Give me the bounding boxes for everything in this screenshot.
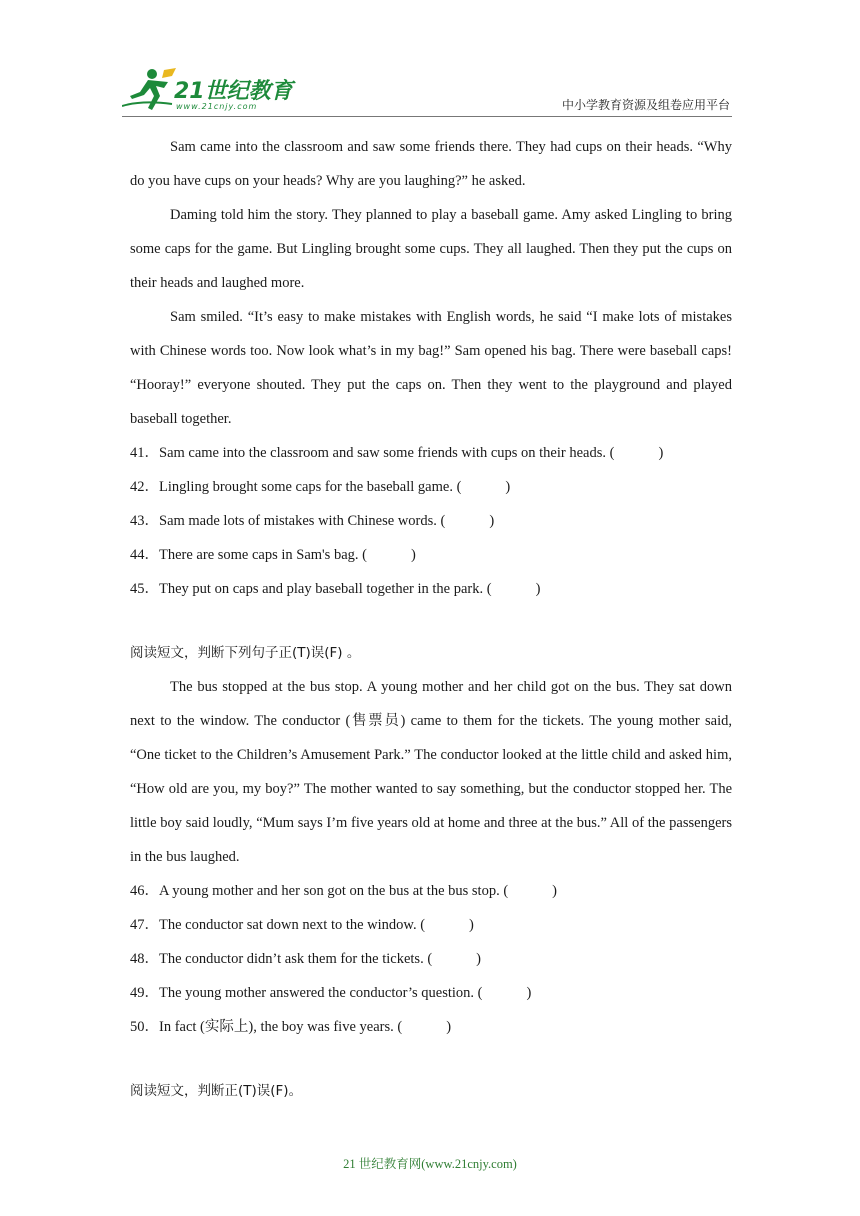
document-body <box>130 130 732 1108</box>
passage1-paragraph-3: Sam smiled. “It’s easy to make mistakes with English words, he said “I make lots of mistakes with Chinese words too. Now look what’s in my bag!” Sam opened his bag. There were baseball caps! “Hooray!” everyone shouted. They put the caps on. Then they went to the playground and played baseball together. <box>130 309 732 427</box>
page-footer: 21 世纪教育网(www.21cnjy.com) <box>343 1157 517 1171</box>
logo <box>122 66 292 116</box>
section2-instruction: 阅读短文，判断下列句子正(T)误(F) 。 <box>130 645 361 661</box>
question-42: 42．Lingling brought some caps for the baseball game. ( ) <box>130 479 511 495</box>
question-43: 43．Sam made lots of mistakes with Chinese words. ( ) <box>130 513 495 529</box>
logo-text: 21世纪教育 <box>174 79 293 104</box>
runner-logo-icon <box>122 66 178 112</box>
question-41: 41．Sam came into the classroom and saw some friends with cups on their heads. ( ) <box>130 445 664 461</box>
question-48: 48．The conductor didn’t ask them for the tickets. ( ) <box>130 951 481 967</box>
question-50: 50．In fact (实际上), the boy was five years. ( ) <box>130 1019 452 1035</box>
passage1-paragraph-2: Daming told him the story. They planned to play a baseball game. Amy asked Lingling to bring some caps for the game. But Lingling brought some cups. They all laughed. Then they put the cups on their heads and laughed more. <box>130 207 732 291</box>
question-46: 46．A young mother and her son got on the bus at the bus stop. ( ) <box>130 883 558 899</box>
platform-name: 中小学教育资源及组卷应用平台 <box>561 98 730 112</box>
passage2-paragraph: The bus stopped at the bus stop. A young mother and her child got on the bus. They sat down next to the window. The conductor (售票员) came to them for the tickets. The young mother said, “One ticket to the Children’s Amusement Park.” The conductor looked at the little child and asked him, “How old are you, my boy?” The mother wanted to say something, but the conductor stopped her. The little boy said loudly, “Mum says I’m five years old at home and three at the bus.” All of the passengers in the bus laughed. <box>130 679 732 865</box>
question-49: 49．The young mother answered the conductor’s question. ( ) <box>130 985 532 1001</box>
passage1-paragraph-1: Sam came into the classroom and saw some friends there. They had cups on their heads. “Why do you have cups on your heads? Why are you laughing?” he asked. <box>130 139 732 189</box>
question-44: 44．There are some caps in Sam's bag. ( ) <box>130 547 416 563</box>
question-47: 47．The conductor sat down next to the window. ( ) <box>130 917 474 933</box>
question-45: 45．They put on caps and play baseball together in the park. ( ) <box>130 581 541 597</box>
section3-instruction: 阅读短文，判断正(T)误(F)。 <box>130 1083 303 1099</box>
page-header <box>0 0 860 120</box>
logo-url: www.21cnjy.com <box>176 102 258 111</box>
header-divider <box>122 116 732 117</box>
